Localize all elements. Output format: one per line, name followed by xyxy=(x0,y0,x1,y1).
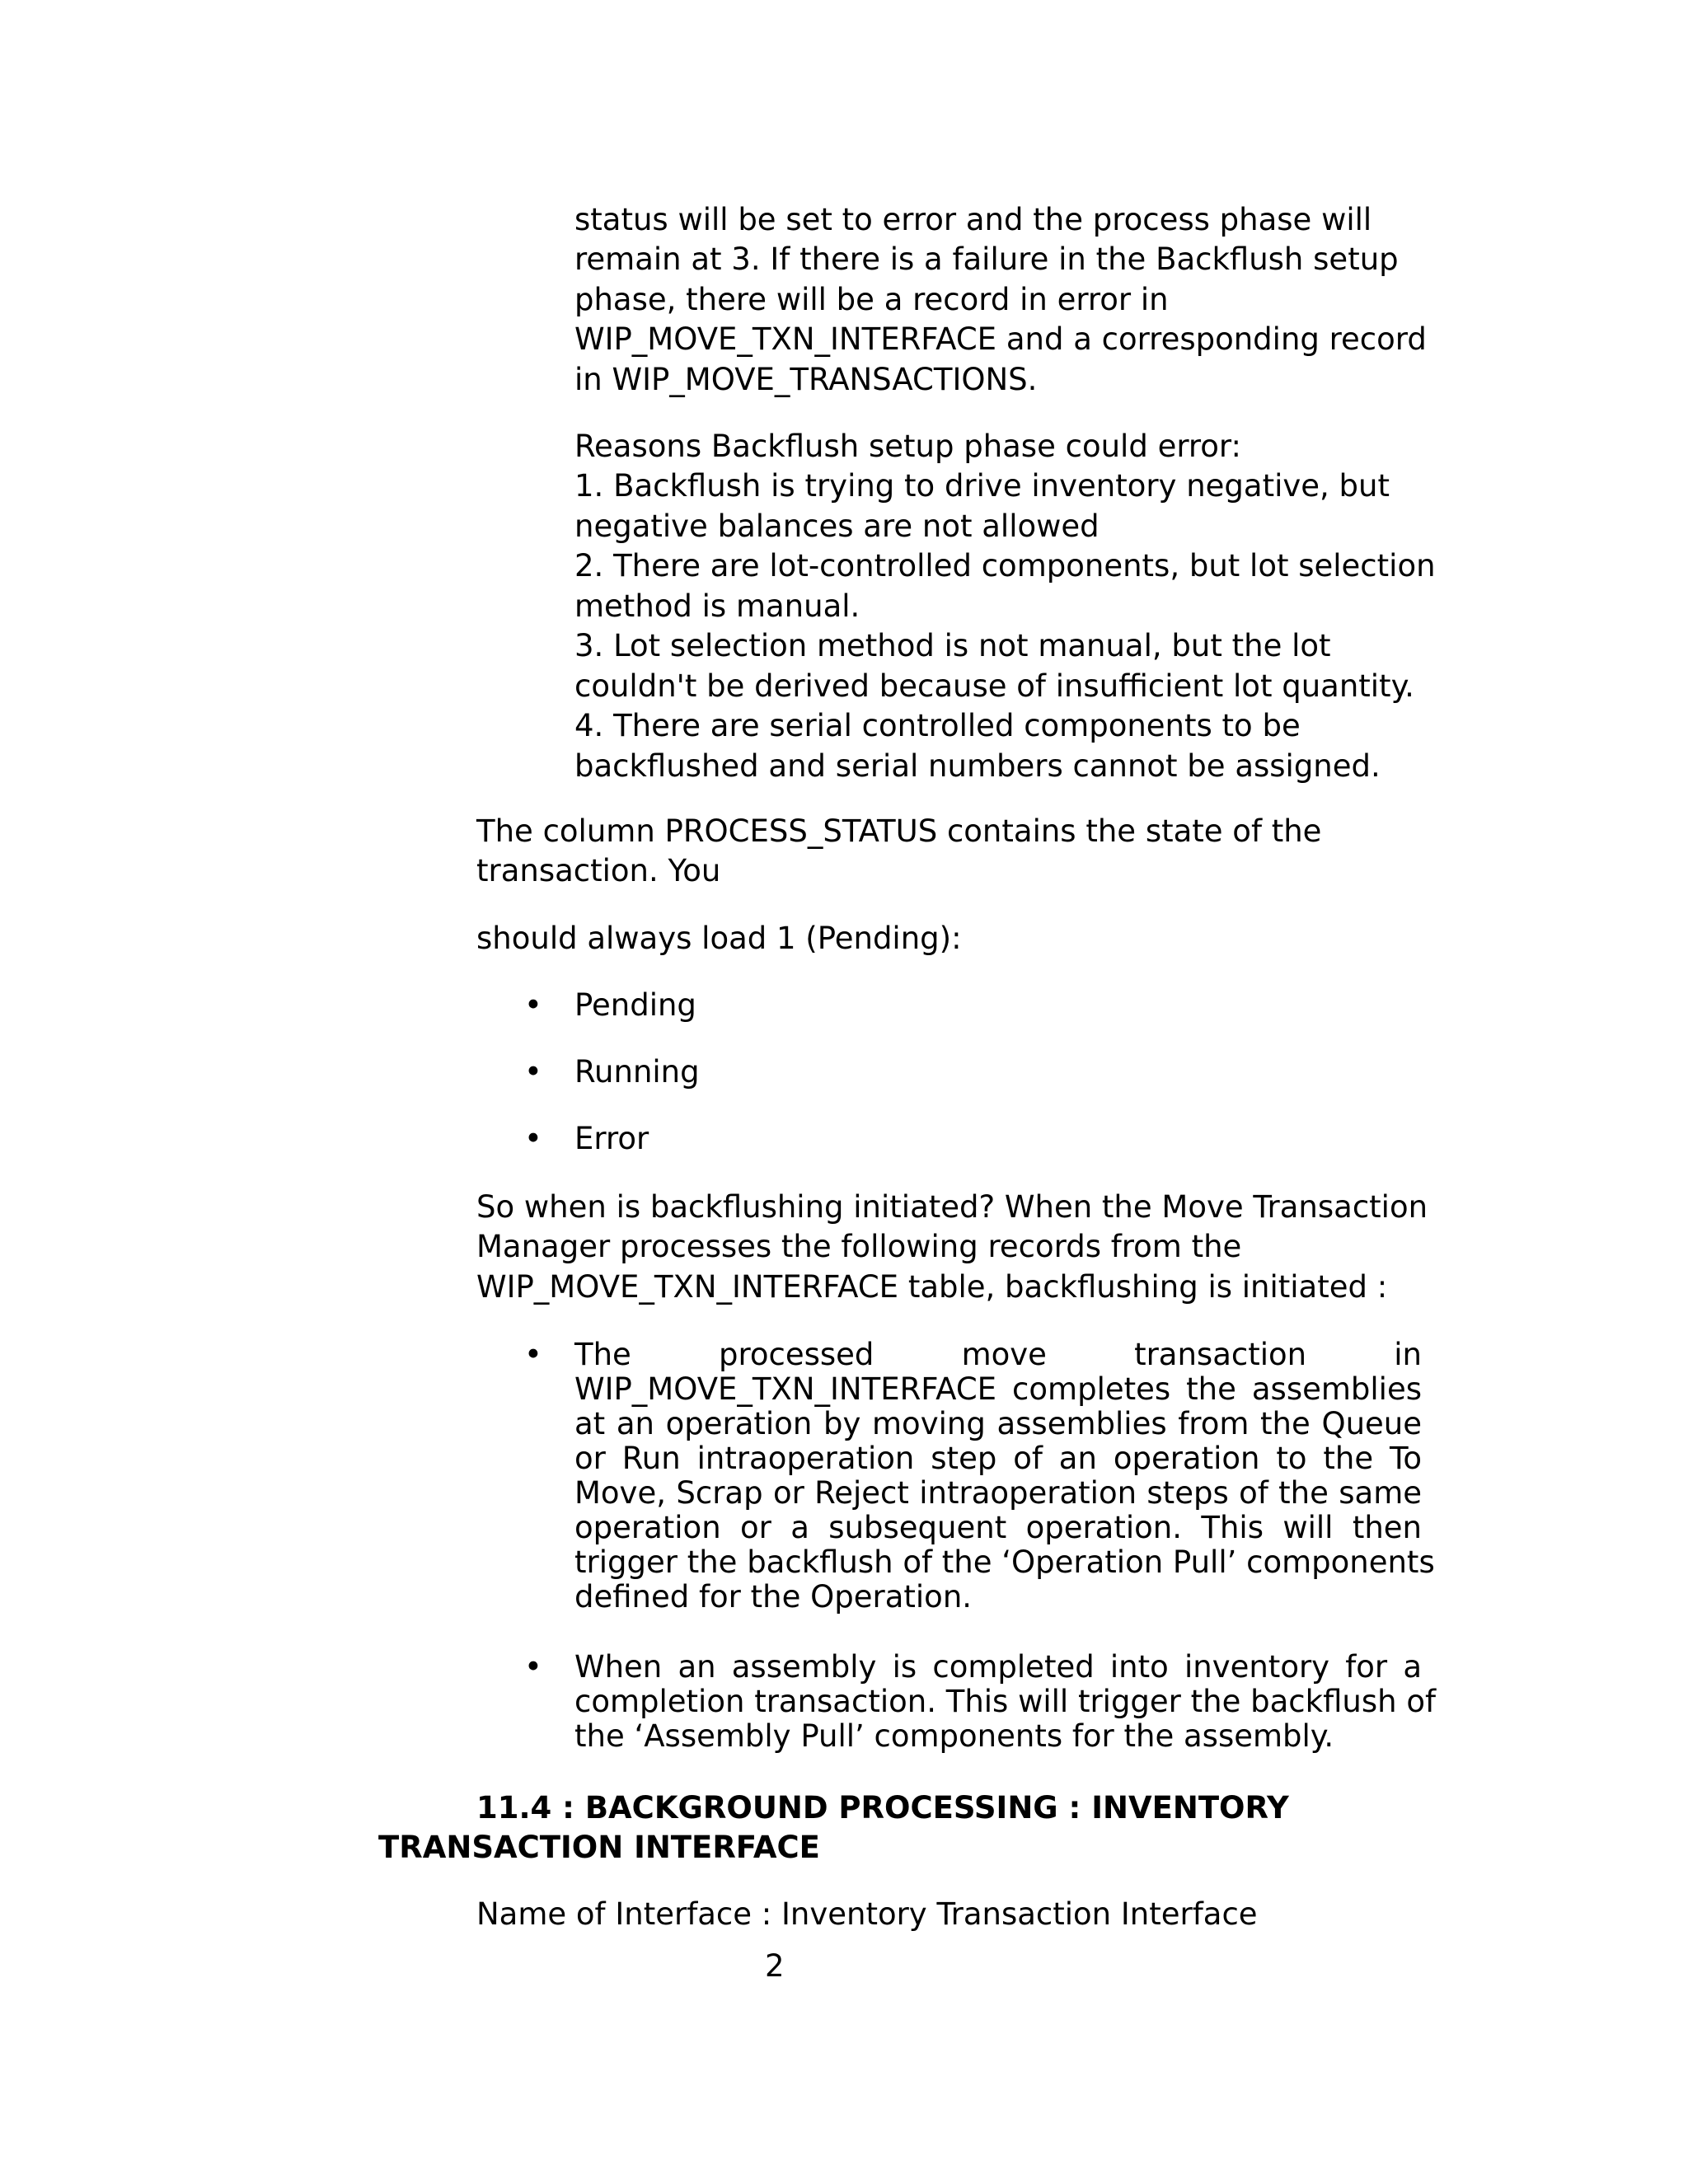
text-line: backflushed and serial numbers cannot be assigned. xyxy=(574,748,1381,784)
list-item: Pending xyxy=(574,987,696,1023)
text-line: operation or a subsequent operation. This will then xyxy=(574,1510,1422,1545)
text-line: Reasons Backflush setup phase could error: xyxy=(574,429,1241,464)
text-line: transaction. You xyxy=(476,853,721,888)
text-line: the ‘Assembly Pull’ components for the assembly. xyxy=(574,1718,1334,1754)
list-item xyxy=(574,1337,1435,1615)
bullet-icon: • xyxy=(524,1337,542,1372)
text-line: The processed move transaction in xyxy=(574,1337,1422,1372)
paragraph-interface-name: Name of Interface : Inventory Transaction Interface xyxy=(476,1896,1258,1932)
list-item xyxy=(574,1649,1436,1754)
text-line: remain at 3. If there is a failure in the Backflush setup xyxy=(574,241,1399,277)
list-item: Running xyxy=(574,1054,700,1090)
text-line: WIP_MOVE_TXN_INTERFACE table, backflushing is initiated : xyxy=(476,1269,1388,1305)
text-line: trigger the backflush of the ‘Operation Pull’ components xyxy=(574,1544,1435,1580)
text-line: defined for the Operation. xyxy=(574,1579,973,1615)
page-number: 2 xyxy=(765,1948,785,1984)
text-line: phase, there will be a record in error in xyxy=(574,282,1169,317)
heading-line: TRANSACTION INTERFACE xyxy=(378,1830,820,1865)
bullet-icon: • xyxy=(524,1649,542,1685)
text-line: The column PROCESS_STATUS contains the state of the xyxy=(476,813,1322,849)
text-line: So when is backflushing initiated? When the Move Transaction xyxy=(476,1189,1428,1225)
text-line: Manager processes the following records from the xyxy=(476,1229,1242,1264)
bullet-icon: • xyxy=(524,1054,542,1090)
text-line: at an operation by moving assemblies from the Queue xyxy=(574,1406,1422,1441)
heading-line: 11.4 : BACKGROUND PROCESSING : INVENTORY xyxy=(476,1790,1289,1825)
text-line: status will be set to error and the process phase will xyxy=(574,202,1372,237)
text-line: couldn't be derived because of insufficient lot quantity. xyxy=(574,668,1414,704)
text-line: 3. Lot selection method is not manual, but the lot xyxy=(574,628,1331,663)
text-line: WIP_MOVE_TXN_INTERFACE and a corresponding record xyxy=(574,321,1427,357)
text-line: 4. There are serial controlled components to be xyxy=(574,708,1301,743)
text-line: method is manual. xyxy=(574,588,860,624)
list-item: Error xyxy=(574,1121,649,1156)
text-line: or Run intraoperation step of an operation to the To xyxy=(574,1441,1422,1476)
text-line: completion transaction. This will trigger the backflush of xyxy=(574,1684,1436,1719)
bullet-icon: • xyxy=(524,1121,542,1156)
text-line: in WIP_MOVE_TRANSACTIONS. xyxy=(574,362,1038,397)
text-line: 2. There are lot-controlled components, but lot selection xyxy=(574,548,1436,583)
text-line: negative balances are not allowed xyxy=(574,509,1100,544)
text-line: 1. Backflush is trying to drive inventory negative, but xyxy=(574,468,1390,504)
paragraph-load-pending: should always load 1 (Pending): xyxy=(476,921,962,956)
bullet-icon: • xyxy=(524,987,542,1023)
text-line: Move, Scrap or Reject intraoperation steps of the same xyxy=(574,1475,1422,1511)
text-line: When an assembly is completed into inventory for a xyxy=(574,1649,1422,1685)
text-line: WIP_MOVE_TXN_INTERFACE completes the assemblies xyxy=(574,1371,1422,1407)
